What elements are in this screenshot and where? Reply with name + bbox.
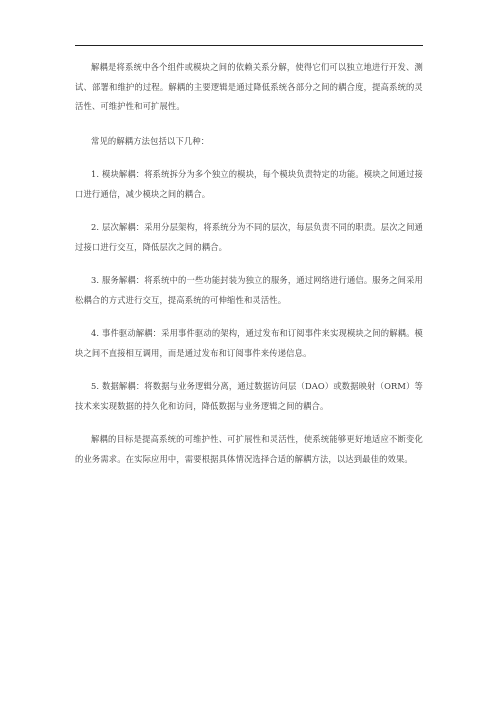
document-body: [75, 58, 423, 469]
method-item-data: 5. 数据解耦：将数据与业务逻辑分离，通过数据访问层（DAO）或数据映射（ORM）等技术来实现数据的持久化和访问，降低数据与业务逻辑之间的耦合。: [75, 381, 423, 411]
method-item-service: 3. 服务解耦：将系统中的一些功能封装为独立的服务，通过网络进行通信。服务之间采用松耦合的方式进行交互，提高系统的可伸缩性和灵活性。: [75, 275, 423, 305]
method-item-module: 1. 模块解耦：将系统拆分为多个独立的模块，每个模块负责特定的功能。模块之间通过接口进行通信，减少模块之间的耦合。: [75, 169, 423, 199]
intro-paragraph: 解耦是将系统中各个组件或模块之间的依赖关系分解，使得它们可以独立地进行开发、测试、部署和维护的过程。解耦的主要逻辑是通过降低系统各部分之间的耦合度，提高系统的灵活性、可维护性和可扩展性。: [75, 62, 423, 111]
methods-heading: 常见的解耦方法包括以下几种：: [91, 135, 210, 146]
method-item-event: 4. 事件驱动解耦：采用事件驱动的架构，通过发布和订阅事件来实现模块之间的解耦。模块之间不直接相互调用，而是通过发布和订阅事件来传递信息。: [75, 328, 423, 358]
method-item-layer: 2. 层次解耦：采用分层架构，将系统分为不同的层次，每层负责不同的职责。层次之间通过接口进行交互，降低层次之间的耦合。: [75, 222, 423, 252]
header-rule: [75, 45, 423, 46]
conclusion-paragraph: 解耦的目标是提高系统的可维护性、可扩展性和灵活性，使系统能够更好地适应不断变化的业务需求。在实际应用中，需要根据具体情况选择合适的解耦方法，以达到最佳的效果。: [75, 434, 423, 464]
